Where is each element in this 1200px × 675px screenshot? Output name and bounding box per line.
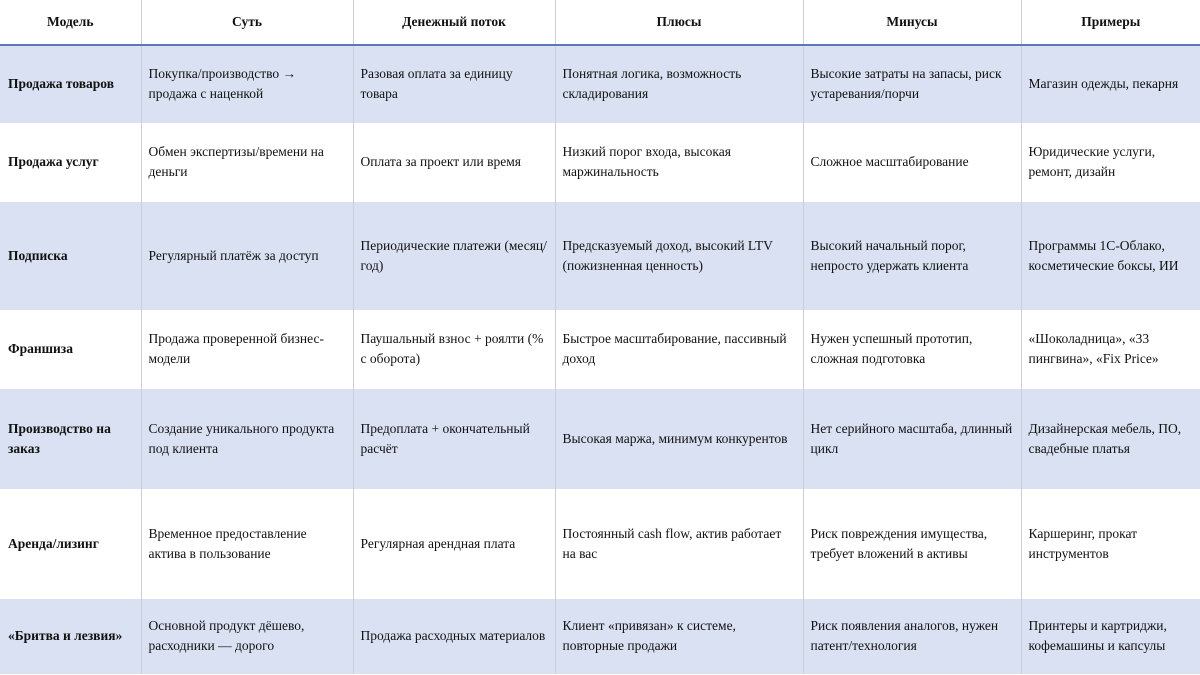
- table-row: [0, 310, 1200, 388]
- cell-examples: «Шоколадница», «33 пингвина», «Fix Price»: [1021, 310, 1200, 388]
- header-cash-flow: Денежный поток: [353, 0, 555, 45]
- cell-cons: Риск повреждения имущества, требует вложений в активы: [803, 489, 1021, 598]
- cell-cash-flow: Разовая оплата за единицу товара: [353, 45, 555, 123]
- cell-cons: Риск появления аналогов, нужен патент/технология: [803, 598, 1021, 674]
- cell-pros: Понятная логика, возможность складирования: [555, 45, 803, 123]
- cell-cash-flow: Продажа расходных материалов: [353, 598, 555, 674]
- cell-cons: Высокие затраты на запасы, риск устаревания/порчи: [803, 45, 1021, 123]
- cell-examples: Каршеринг, прокат инструментов: [1021, 489, 1200, 598]
- cell-model: «Бритва и лезвия»: [0, 598, 141, 674]
- cell-essence: Основной продукт дёшево, расходники — дорого: [141, 598, 353, 674]
- cell-cons: Сложное масштабирование: [803, 123, 1021, 201]
- cell-essence: Покупка/производство → продажа с наценкой: [141, 45, 353, 123]
- header-examples: Примеры: [1021, 0, 1200, 45]
- cell-pros: Высокая маржа, минимум конкурентов: [555, 388, 803, 489]
- header-cons: Минусы: [803, 0, 1021, 45]
- cell-essence: Временное предоставление актива в пользование: [141, 489, 353, 598]
- cell-model: Аренда/лизинг: [0, 489, 141, 598]
- header-row: [0, 0, 1200, 45]
- cell-examples: Программы 1С-Облако, косметические боксы, ИИ: [1021, 201, 1200, 310]
- cell-pros: Предсказуемый доход, высокий LTV (пожизненная ценность): [555, 201, 803, 310]
- cell-essence: Создание уникального продукта под клиента: [141, 388, 353, 489]
- header-essence: Суть: [141, 0, 353, 45]
- cell-pros: Клиент «привязан» к системе, повторные продажи: [555, 598, 803, 674]
- cell-essence: Регулярный платёж за доступ: [141, 201, 353, 310]
- cell-model: Франшиза: [0, 310, 141, 388]
- cell-examples: Дизайнерская мебель, ПО, свадебные платья: [1021, 388, 1200, 489]
- cell-cons: Нужен успешный прототип, сложная подготовка: [803, 310, 1021, 388]
- header-model: Модель: [0, 0, 141, 45]
- cell-model: Продажа товаров: [0, 45, 141, 123]
- cell-examples: Юридические услуги, ремонт, дизайн: [1021, 123, 1200, 201]
- header-pros: Плюсы: [555, 0, 803, 45]
- cell-cash-flow: Предоплата + окончательный расчёт: [353, 388, 555, 489]
- cell-examples: Принтеры и картриджи, кофемашины и капсулы: [1021, 598, 1200, 674]
- cell-cash-flow: Паушальный взнос + роялти (% с оборота): [353, 310, 555, 388]
- table-row: [0, 598, 1200, 674]
- table-row: [0, 388, 1200, 489]
- cell-cash-flow: Оплата за проект или время: [353, 123, 555, 201]
- table-body: [0, 45, 1200, 674]
- cell-cons: Высокий начальный порог, непросто удержать клиента: [803, 201, 1021, 310]
- cell-model: Подписка: [0, 201, 141, 310]
- cell-essence: Обмен экспертизы/времени на деньги: [141, 123, 353, 201]
- table-row: [0, 45, 1200, 123]
- table-header: [0, 0, 1200, 45]
- cell-model: Производство на заказ: [0, 388, 141, 489]
- cell-pros: Низкий порог входа, высокая маржинальность: [555, 123, 803, 201]
- cell-cash-flow: Регулярная арендная плата: [353, 489, 555, 598]
- table-row: [0, 201, 1200, 310]
- cell-pros: Постоянный cash flow, актив работает на вас: [555, 489, 803, 598]
- cell-cons: Нет серийного масштаба, длинный цикл: [803, 388, 1021, 489]
- cell-essence: Продажа проверенной бизнес-модели: [141, 310, 353, 388]
- cell-cash-flow: Периодические платежи (месяц/год): [353, 201, 555, 310]
- table-row: [0, 489, 1200, 598]
- cell-pros: Быстрое масштабирование, пассивный доход: [555, 310, 803, 388]
- cell-model: Продажа услуг: [0, 123, 141, 201]
- cell-examples: Магазин одежды, пекарня: [1021, 45, 1200, 123]
- table-row: [0, 123, 1200, 201]
